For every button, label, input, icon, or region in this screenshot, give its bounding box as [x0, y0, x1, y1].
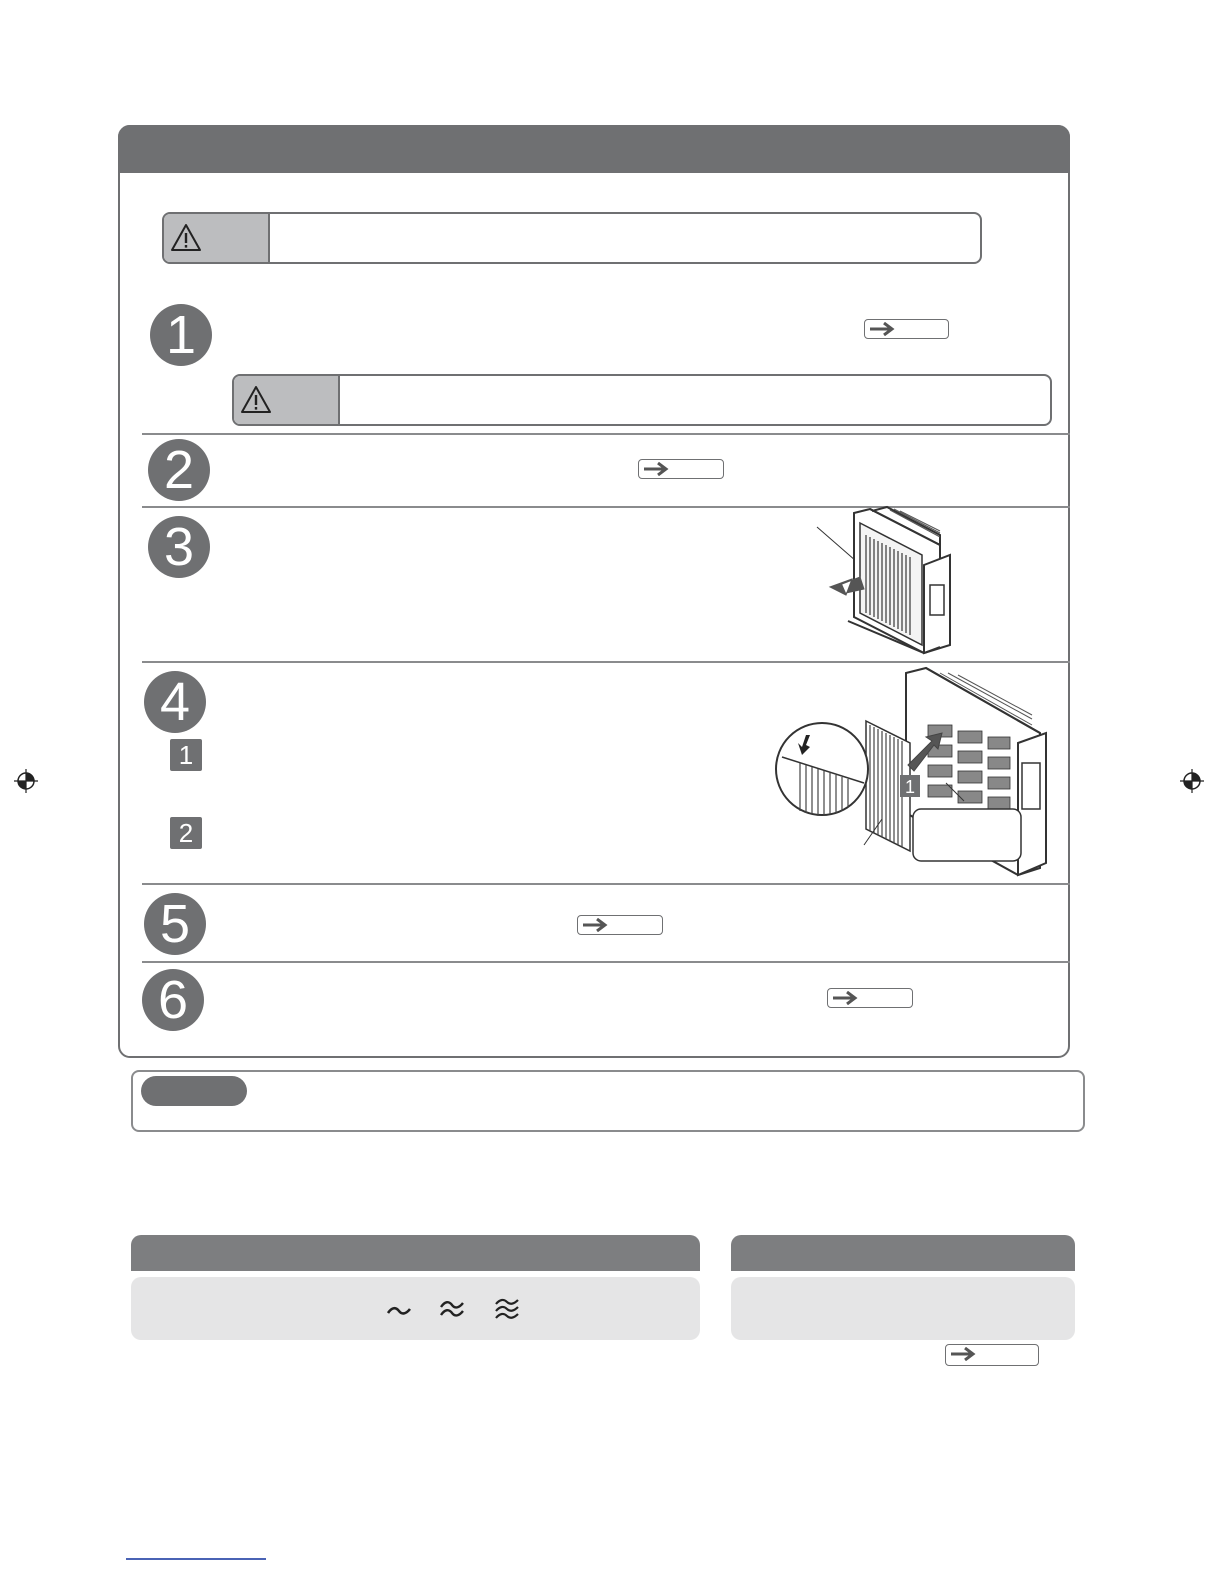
arrow-right-icon — [643, 462, 673, 476]
step-divider — [142, 883, 1070, 885]
step-number-4: 4 — [144, 671, 206, 733]
wind-high-icon — [494, 1296, 520, 1324]
step-divider — [142, 961, 1070, 963]
substep-number-1: 1 — [170, 739, 202, 771]
note-label-pill — [141, 1076, 247, 1106]
wind-low-icon — [386, 1300, 412, 1320]
note-box — [131, 1070, 1085, 1132]
warning-box-step1 — [232, 374, 1052, 426]
step-number-1: 1 — [150, 304, 212, 366]
page-ref-button-step1[interactable] — [864, 319, 949, 339]
warning-tag — [164, 214, 270, 262]
panel-header — [118, 125, 1070, 173]
arrow-right-icon — [832, 991, 862, 1005]
arrow-right-icon — [582, 918, 612, 932]
arrow-right-icon — [950, 1347, 980, 1361]
warning-triangle-icon — [240, 385, 272, 415]
page-ref-button-table[interactable] — [945, 1344, 1039, 1366]
figure-callout-number: 1 — [904, 777, 916, 797]
table-left-header — [131, 1235, 700, 1271]
step-number-2: 2 — [148, 439, 210, 501]
step-number-3: 3 — [148, 516, 210, 578]
warning-box-top — [162, 212, 982, 264]
table-left-cell — [131, 1277, 700, 1340]
page-ref-button-step6[interactable] — [827, 988, 913, 1008]
warning-tag — [234, 376, 340, 424]
step-number-6: 6 — [142, 969, 204, 1031]
substep-number-2: 2 — [170, 817, 202, 849]
page-ref-button-step2[interactable] — [638, 459, 724, 479]
page-ref-button-step5[interactable] — [577, 915, 663, 935]
wind-mid-icon — [439, 1298, 465, 1320]
warning-triangle-icon — [170, 223, 202, 253]
arrow-right-icon — [869, 322, 899, 336]
step-divider — [142, 433, 1070, 435]
crosshair-icon-left — [13, 768, 39, 794]
table-right-cell — [731, 1277, 1075, 1340]
air-purifier-install-filter-illustration — [770, 663, 1060, 885]
air-purifier-remove-filter-illustration — [812, 505, 962, 660]
crosshair-icon-right — [1179, 768, 1205, 794]
step-number-5: 5 — [144, 893, 206, 955]
footer-rule — [126, 1558, 266, 1560]
table-right-header — [731, 1235, 1075, 1271]
